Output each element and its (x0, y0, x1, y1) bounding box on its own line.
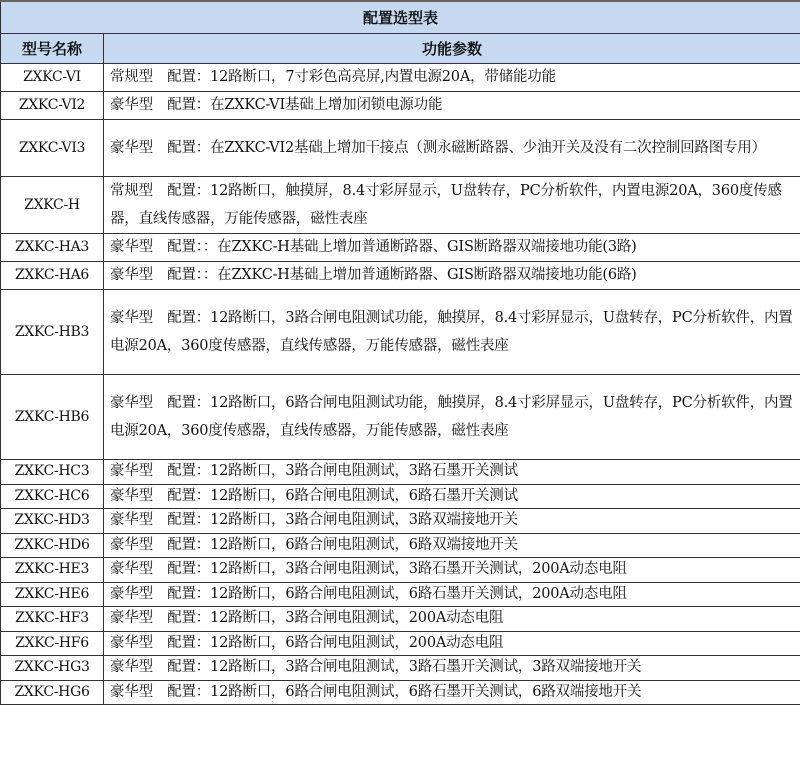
function-params: 豪华型 配置：12路断口，3路合闸电阻测试，3路石墨开关测试 (104, 460, 800, 485)
function-params: 豪华型 配置：12路断口，3路合闸电阻测试功能，触摸屏，8.4寸彩屏显示，U盘转存，PC分析软件，内置电源20A，360度传感器，直线传感器，万能传感器，磁性表座 (104, 290, 800, 375)
model-name: ZXKC-HD3 (1, 509, 104, 534)
column-header-params: 功能参数 (104, 34, 800, 64)
table-row (1, 631, 800, 656)
function-params: 豪华型 配置：12路断口，3路合闸电阻测试，3路石墨开关测试，3路双端接地开关 (104, 656, 800, 681)
function-params: 豪华型 配置：12路断口，6路合闸电阻测试，6路石墨开关测试，200A动态电阻 (104, 582, 800, 607)
model-name: ZXKC-HG6 (1, 680, 104, 705)
table-row (1, 509, 800, 534)
table-row (1, 92, 800, 120)
model-name: ZXKC-HF6 (1, 631, 104, 656)
table-row (1, 460, 800, 485)
table-row (1, 234, 800, 262)
table-row (1, 120, 800, 177)
table-row (1, 484, 800, 509)
function-params: 豪华型 配置：：在ZXKC-H基础上增加普通断路器、GIS断路器双端接地功能(3路) (104, 234, 800, 262)
function-params: 常规型 配置：12路断口，7寸彩色高亮屏,内置电源20A，带储能功能 (104, 64, 800, 92)
model-name: ZXKC-HB6 (1, 375, 104, 460)
table-row (1, 582, 800, 607)
function-params: 豪华型 配置：12路断口，6路合闸电阻测试，200A动态电阻 (104, 631, 800, 656)
table-row (1, 607, 800, 632)
function-params: 豪华型 配置：12路断口，3路合闸电阻测试，3路石墨开关测试，200A动态电阻 (104, 558, 800, 583)
model-name: ZXKC-HB3 (1, 290, 104, 375)
table-title: 配置选型表 (1, 1, 800, 34)
model-name: ZXKC-HE6 (1, 582, 104, 607)
table-row (1, 558, 800, 583)
model-name: ZXKC-HG3 (1, 656, 104, 681)
table-row (1, 262, 800, 290)
table-row (1, 177, 800, 234)
model-name: ZXKC-VI2 (1, 92, 104, 120)
function-params: 豪华型 配置：在ZXKC-VI2基础上增加干接点（测永磁断路器、少油开关及没有二次控制回路图专用） (104, 120, 800, 177)
table-row (1, 680, 800, 705)
model-name: ZXKC-HA3 (1, 234, 104, 262)
function-params: 豪华型 配置：12路断口，6路合闸电阻测试，6路石墨开关测试，6路双端接地开关 (104, 680, 800, 705)
table-row (1, 64, 800, 92)
function-params: 豪华型 配置：12路断口，3路合闸电阻测试，200A动态电阻 (104, 607, 800, 632)
function-params: 豪华型 配置：12路断口，3路合闸电阻测试，3路双端接地开关 (104, 509, 800, 534)
function-params: 豪华型 配置：：在ZXKC-H基础上增加普通断路器、GIS断路器双端接地功能(6路) (104, 262, 800, 290)
model-name: ZXKC-H (1, 177, 104, 234)
model-name: ZXKC-VI3 (1, 120, 104, 177)
function-params: 豪华型 配置：12路断口，6路合闸电阻测试功能，触摸屏，8.4寸彩屏显示，U盘转存，PC分析软件，内置电源20A，360度传感器，直线传感器，万能传感器，磁性表座 (104, 375, 800, 460)
table-row (1, 656, 800, 681)
function-params: 豪华型 配置：在ZXKC-VI基础上增加闭锁电源功能 (104, 92, 800, 120)
model-name: ZXKC-VI (1, 64, 104, 92)
function-params: 豪华型 配置：12路断口，6路合闸电阻测试，6路石墨开关测试 (104, 484, 800, 509)
table-row (1, 290, 800, 375)
function-params: 常规型 配置：12路断口，触摸屏，8.4寸彩屏显示，U盘转存，PC分析软件，内置电源20A，360度传感器，直线传感器，万能传感器，磁性表座 (104, 177, 800, 234)
table-row (1, 533, 800, 558)
model-name: ZXKC-HA6 (1, 262, 104, 290)
model-name: ZXKC-HE3 (1, 558, 104, 583)
model-name: ZXKC-HF3 (1, 607, 104, 632)
table-row (1, 375, 800, 460)
model-name: ZXKC-HD6 (1, 533, 104, 558)
function-params: 豪华型 配置：12路断口，6路合闸电阻测试，6路双端接地开关 (104, 533, 800, 558)
model-name: ZXKC-HC3 (1, 460, 104, 485)
column-header-model: 型号名称 (1, 34, 104, 64)
model-name: ZXKC-HC6 (1, 484, 104, 509)
